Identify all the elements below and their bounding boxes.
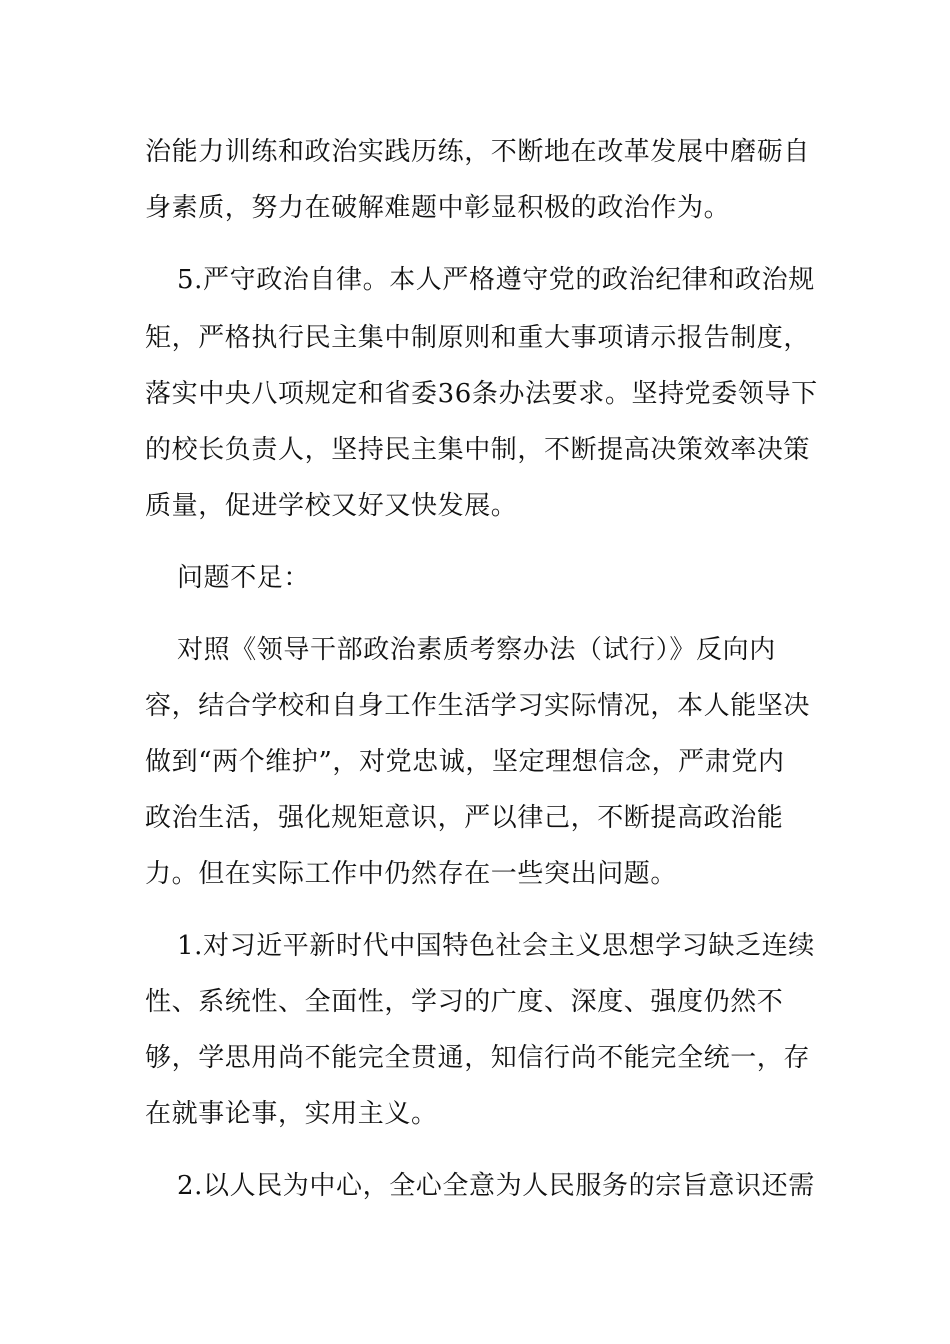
paragraph-heading-2: 2.以人民为中心，全心全意为人民服务的宗旨意识还需 [177,1171,815,1201]
paragraph-start: 对照《领导干部政治素质考察办法（试行）》反向内 [177,635,776,665]
text-line: 治能力训练和政治实践历练，不断地在改革发展中磨砺自 [145,137,811,167]
text-line: 性、系统性、全面性，学习的广度、深度、强度仍然不 [145,987,784,1017]
text-line: 矩，严格执行民主集中制原则和重大事项请示报告制度， [145,323,811,353]
text-line: 政治生活，强化规矩意识，严以律己，不断提高政治能 [145,803,784,833]
text-line: 容，结合学校和自身工作生活学习实际情况，本人能坚决 [145,691,811,721]
text-line: 够，学思用尚不能完全贯通，知信行尚不能完全统一，存 [145,1043,811,1073]
text-line: 的校长负责人，坚持民主集中制，不断提高决策效率决策 [145,435,811,465]
paragraph-heading-1: 1.对习近平新时代中国特色社会主义思想学习缺乏连续 [177,931,815,961]
text-line: 做到“两个维护”，对党忠诚，坚定理想信念，严肃党内 [145,747,785,777]
text-line: 质量，促进学校又好又快发展。 [145,491,518,521]
text-line: 力。但在实际工作中仍然存在一些突出问题。 [145,859,678,889]
text-line: 落实中央八项规定和省委36条办法要求。坚持党委领导下 [145,379,818,409]
text-line: 身素质，努力在破解难题中彰显积极的政治作为。 [145,193,731,223]
text-line: 在就事论事，实用主义。 [145,1099,438,1129]
paragraph-heading-5: 5.严守政治自律。本人严格遵守党的政治纪律和政治规 [177,265,815,295]
section-heading: 问题不足： [177,563,311,593]
